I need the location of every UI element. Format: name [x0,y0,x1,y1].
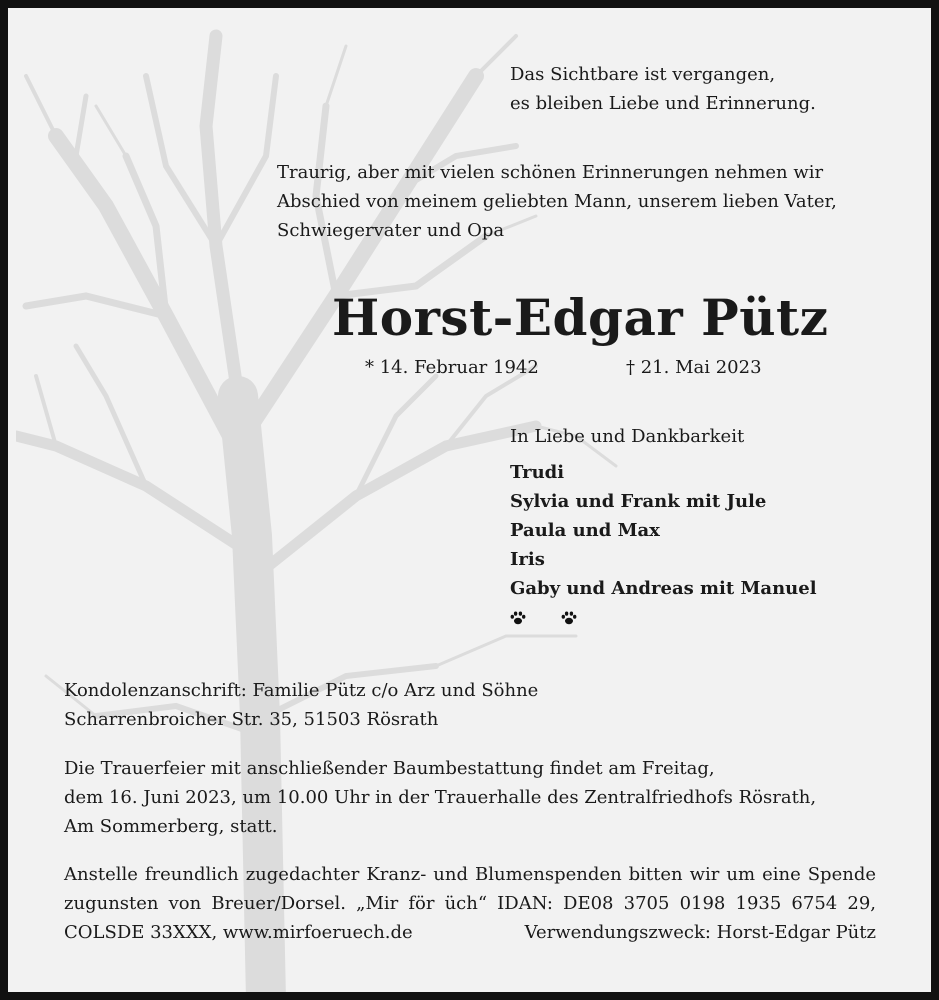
condolence-address-line: Kondolenzanschrift: Familie Pütz c/o Arz und Söhne [64,680,539,701]
motto-line: es bleiben Liebe und Erinnerung. [510,93,816,114]
mourner-name: Paula und Max [510,520,660,541]
mourner-name: Trudi [510,462,565,483]
paw-icon [510,611,526,625]
birth-date: * 14. Februar 1942 [365,357,539,378]
mourner-name: Gaby und Andreas mit Manuel [510,578,817,599]
paw-icon [561,611,577,625]
ceremony-line: Die Trauerfeier mit anschließender Baumbestattung findet am Freitag, [64,758,715,779]
donation-line: Anstelle freundlich zugedachter Kranz- und Blumenspenden bitten wir um eine Spende [64,864,876,885]
intro-line: Abschied von meinem geliebten Mann, unserem lieben Vater, [277,191,837,212]
donation-line: zugunsten von Breuer/Dorsel. „Mir för üch“ IDAN: DE08 3705 0198 1935 6754 29, [64,893,876,914]
intro-line: Schwiegervater und Opa [277,220,505,241]
deceased-name: Horst-Edgar Pütz [332,288,829,347]
mourners-intro: In Liebe und Dankbarkeit [510,426,745,447]
ceremony-line: dem 16. Juni 2023, um 10.00 Uhr in der Trauerhalle des Zentralfriedhofs Rösrath, [64,787,817,808]
condolence-address-line: Scharrenbroicher Str. 35, 51503 Rösrath [64,709,439,730]
donation-purpose: Verwendungszweck: Horst-Edgar Pütz [524,922,876,943]
ceremony-line: Am Sommerberg, statt. [64,816,278,837]
donation-line [64,918,876,947]
mourner-name: Iris [510,549,545,570]
motto-line: Das Sichtbare ist vergangen, [510,64,776,85]
donation-bank-website: COLSDE 33XXX, www.mirfoeruech.de [64,922,413,943]
mourner-name: Sylvia und Frank mit Jule [510,491,767,512]
death-date: † 21. Mai 2023 [626,357,762,378]
intro-line: Traurig, aber mit vielen schönen Erinnerungen nehmen wir [277,162,824,183]
